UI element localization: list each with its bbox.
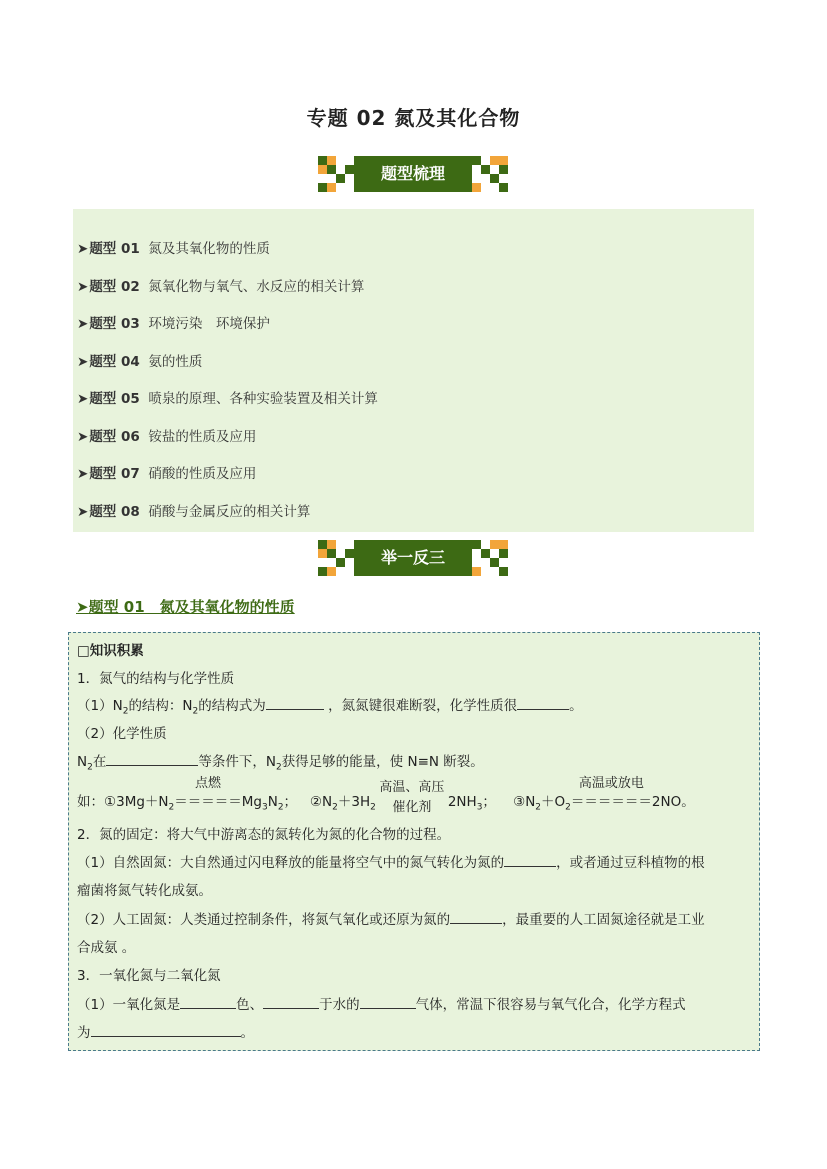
answer-blank[interactable] xyxy=(450,909,502,924)
toc-item[interactable]: ➤题型 08 硝酸与金属反应的相关计算 xyxy=(77,504,311,520)
toc-item[interactable]: ➤题型 01 氮及其氧化物的性质 xyxy=(77,241,270,257)
banner-topic-overview xyxy=(318,156,508,192)
arrow-icon: ➤ xyxy=(77,504,89,520)
answer-blank[interactable] xyxy=(266,695,324,710)
banner-title: 题型梳理 xyxy=(354,156,472,192)
answer-blank[interactable] xyxy=(106,751,198,766)
text-line: 3．一氧化氮与二氧化氮 xyxy=(77,968,221,984)
text-line: 2．氮的固定：将大气中游离态的氮转化为氮的化合物的过程。 xyxy=(77,827,451,843)
text-line: 合成氨 。 xyxy=(77,940,136,956)
answer-blank[interactable] xyxy=(360,994,416,1009)
arrow-icon: ➤ xyxy=(77,391,89,407)
answer-blank[interactable] xyxy=(91,1022,241,1037)
arrow-icon: ➤ xyxy=(77,466,89,482)
page-title: 专题 02 氮及其化合物 xyxy=(306,106,521,130)
answer-blank[interactable] xyxy=(180,994,236,1009)
toc-item[interactable]: ➤题型 03 环境污染 环境保护 xyxy=(77,316,270,332)
text-line: 为 。 xyxy=(77,1021,254,1041)
answer-blank[interactable] xyxy=(504,852,556,867)
text-line: （1）一氧化氮是 色、 于水的 气体，常温下很容易与氧气化合，化学方程式 xyxy=(77,993,686,1013)
text-line: （1）自然固氮：大自然通过闪电释放的能量将空气中的氮气转化为氮的 ，或者通过豆科植物的根 xyxy=(77,851,705,871)
toc-item[interactable]: ➤题型 02 氮氧化物与氧气、水反应的相关计算 xyxy=(77,279,365,295)
arrow-icon: ➤ xyxy=(77,354,89,370)
toc-item[interactable]: ➤题型 07 硝酸的性质及应用 xyxy=(77,466,257,482)
answer-blank[interactable] xyxy=(517,695,569,710)
arrow-icon: ➤ xyxy=(77,429,89,445)
toc-item[interactable]: ➤题型 06 铵盐的性质及应用 xyxy=(77,429,257,445)
toc-item[interactable]: ➤题型 04 氨的性质 xyxy=(77,354,203,370)
box-heading: □知识积累 xyxy=(77,643,144,659)
text-line: 1．氮气的结构与化学性质 xyxy=(77,671,235,687)
arrow-icon: ➤ xyxy=(77,241,89,257)
banner-practice xyxy=(318,540,508,576)
text-line: （2）人工固氮：人类通过控制条件，将氮气氧化或还原为氮的 ，最重要的人工固氮途径就是工业 xyxy=(77,908,705,928)
arrow-icon: ➤ xyxy=(77,279,89,295)
text-line: $(1)N_2$的结构：$N_2$的结构式为 ，氮氮键很难断裂，化学性质很 。 xyxy=(77,694,583,717)
text-line: （2）化学性质 xyxy=(77,726,167,742)
topic-list-panel xyxy=(73,209,754,532)
knowledge-box xyxy=(68,632,760,1051)
text-line: $N_2$在 等条件下，$N_2$获得足够的能量，使 N≡N 断裂。 xyxy=(77,750,484,773)
banner-title: 举一反三 xyxy=(354,540,472,576)
toc-item[interactable]: ➤题型 05 喷泉的原理、各种实验装置及相关计算 xyxy=(77,391,378,407)
text-line: 瘤菌将氮气转化成氨。 xyxy=(77,883,212,899)
arrow-icon: ➤ xyxy=(76,598,89,616)
answer-blank[interactable] xyxy=(263,994,319,1009)
arrow-icon: ➤ xyxy=(77,316,89,332)
section-heading: ➤题型 01 氮及其氧化物的性质 xyxy=(76,598,295,616)
equation-line: 如：$①3Mg+N_2$ 点燃 $=====Mg_3N_2$； $②N_2+3H_2$ 高温、高压 催化剂 $2NH_3$； $③N_2+O_2$ 高温或放电 ＝＝＝＝＝＝2NO。 xyxy=(77,776,695,815)
